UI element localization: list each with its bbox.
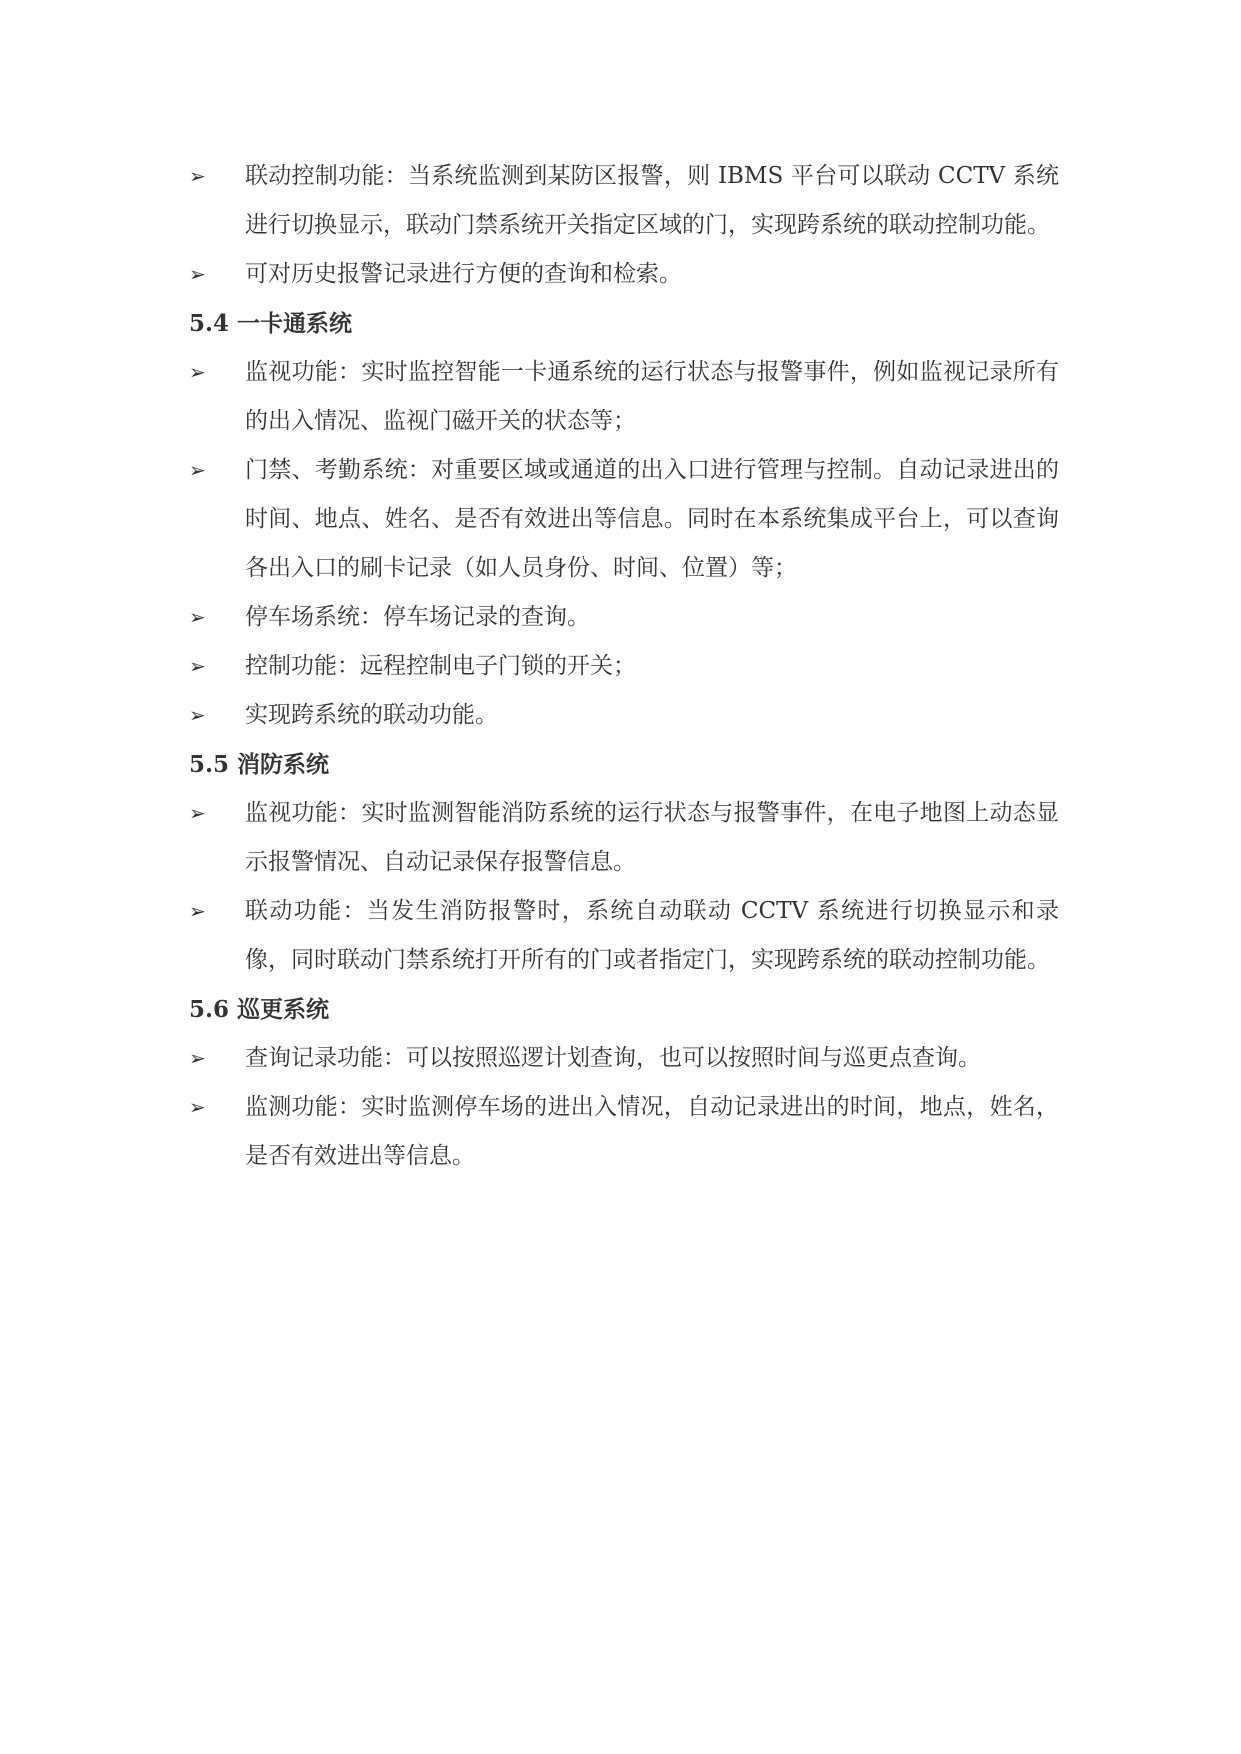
document-body: [189, 152, 1059, 1181]
arrow-bullet-icon: ➢: [189, 899, 206, 923]
arrow-bullet-icon: ➢: [189, 801, 206, 825]
bullet-text: 联动功能：当发生消防报警时，系统自动联动 CCTV 系统进行切换显示和录像，同时联动门禁系统打开所有的门或者指定门，实现跨系统的联动控制功能。: [245, 898, 1059, 973]
arrow-bullet-icon: ➢: [189, 164, 206, 188]
section-heading: 5.6 巡更系统: [189, 996, 330, 1023]
bullet-item: [189, 1034, 1059, 1083]
bullet-text: 控制功能：远程控制电子门锁的开关；: [245, 653, 636, 679]
bullet-text: 监视功能：实时监控智能一卡通系统的运行状态与报警事件，例如监视记录所有的出入情况、监视门磁开关的状态等；: [245, 359, 1059, 434]
bullet-item: [189, 1083, 1059, 1181]
bullet-text: 监视功能：实时监测智能消防系统的运行状态与报警事件，在电子地图上动态显示报警情况、自动记录保存报警信息。: [245, 800, 1059, 875]
bullet-item: [189, 348, 1059, 446]
bullet-item: [189, 446, 1059, 593]
bullet-item: [189, 250, 1059, 299]
bullet-text: 可对历史报警记录进行方便的查询和检索。: [245, 261, 682, 287]
arrow-bullet-icon: ➢: [189, 605, 206, 629]
arrow-bullet-icon: ➢: [189, 703, 206, 727]
bullet-text: 监测功能：实时监测停车场的进出入情况，自动记录进出的时间，地点，姓名，是否有效进出等信息。: [245, 1094, 1059, 1169]
section-heading: 5.4 一卡通系统: [189, 310, 353, 337]
bullet-text: 查询记录功能：可以按照巡逻计划查询，也可以按照时间与巡更点查询。: [245, 1045, 981, 1071]
arrow-bullet-icon: ➢: [189, 654, 206, 678]
arrow-bullet-icon: ➢: [189, 360, 206, 384]
bullet-item: [189, 593, 1059, 642]
arrow-bullet-icon: ➢: [189, 458, 206, 482]
section-heading: 5.5 消防系统: [189, 751, 330, 778]
bullet-item: [189, 789, 1059, 887]
arrow-bullet-icon: ➢: [189, 1046, 206, 1070]
bullet-text: 停车场系统：停车场记录的查询。: [245, 604, 590, 630]
bullet-item: [189, 887, 1059, 985]
bullet-text: 门禁、考勤系统：对重要区域或通道的出入口进行管理与控制。自动记录进出的时间、地点、姓名、是否有效进出等信息。同时在本系统集成平台上，可以查询各出入口的刷卡记录（如人员身份、时间、位置）等；: [245, 457, 1059, 581]
bullet-item: [189, 152, 1059, 250]
bullet-text: 实现跨系统的联动功能。: [245, 702, 498, 728]
bullet-item: [189, 642, 1059, 691]
bullet-item: [189, 691, 1059, 740]
arrow-bullet-icon: ➢: [189, 1095, 206, 1119]
arrow-bullet-icon: ➢: [189, 262, 206, 286]
bullet-text: 联动控制功能：当系统监测到某防区报警，则 IBMS 平台可以联动 CCTV 系统进行切换显示，联动门禁系统开关指定区域的门，实现跨系统的联动控制功能。: [245, 163, 1059, 238]
